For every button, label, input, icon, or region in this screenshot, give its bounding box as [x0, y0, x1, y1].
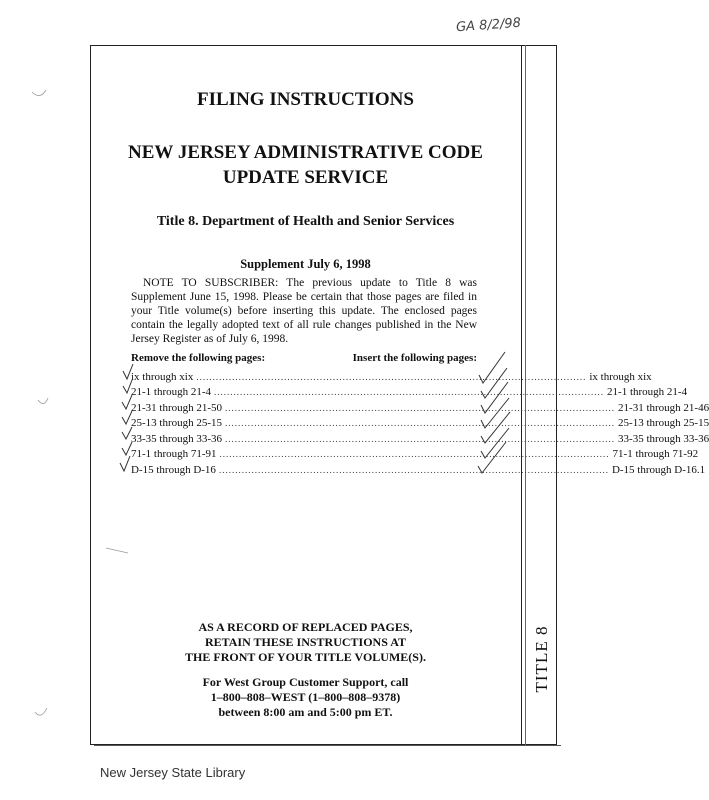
insert-header: Insert the following pages: — [352, 352, 477, 364]
checkmark-icon — [481, 368, 507, 398]
note-text: NOTE TO SUBSCRIBER: The previous update to Title 8 was Supplement June 15, 1998. Please be certain that those pages are filed in your Title volume(s) before inserting this update. The enclosed pages contain the legally adopted text of all rule changes published in the New Jersey Register as of July 6, 1998. — [131, 277, 477, 345]
remove-header: Remove the following pages: — [131, 352, 266, 364]
remove-pages: 25-13 through 25-15 — [131, 417, 223, 429]
insert-pages: ix through xix — [589, 370, 652, 383]
scan-mark — [32, 90, 46, 96]
insert-pages: 33-35 through 33-36 — [618, 432, 709, 445]
checkmark-icon — [122, 442, 132, 455]
scan-mark — [106, 548, 128, 553]
leader-dots: ........................................................................................................................ — [225, 402, 616, 413]
record-line-1: AS A RECORD OF REPLACED PAGES, — [198, 620, 413, 634]
title-tab-label: TITLE 8 — [532, 625, 551, 693]
remove-pages: 33-35 through 33-36 — [131, 432, 223, 445]
record-line-3: THE FRONT OF YOUR TITLE VOLUME(S). — [185, 650, 426, 664]
code-title-line-1: NEW JERSEY ADMINISTRATIVE CODE — [128, 142, 483, 163]
support-line-1: For West Group Customer Support, call — [202, 675, 409, 689]
support-phone: 1–800–808–WEST (1–800–808–9378) — [210, 690, 401, 704]
insert-pages: 21-1 through 21-4 — [607, 386, 688, 398]
remove-pages: 21-31 through 21-50 — [131, 401, 223, 414]
remove-pages: D-15 through D-16 — [131, 463, 216, 476]
scan-mark — [38, 398, 48, 404]
scan-mark — [35, 708, 47, 715]
checkmark-icon — [122, 395, 132, 409]
record-line-2: RETAIN THESE INSTRUCTIONS AT — [204, 635, 407, 649]
leader-dots: ........................................................................................................................ — [214, 387, 605, 397]
record-notice — [90, 620, 521, 665]
filing-instructions-title: FILING INSTRUCTIONS — [197, 89, 414, 110]
support-hours: between 8:00 am and 5:00 pm ET. — [218, 705, 393, 719]
checkmark-icon — [123, 380, 132, 393]
checkmark-icon — [478, 442, 506, 473]
checkmark-icon — [122, 427, 132, 439]
insert-pages: D-15 through D-16.1 — [611, 463, 706, 476]
customer-support — [90, 675, 521, 720]
department-heading: Title 8. Department of Health and Senior Services — [156, 214, 455, 229]
insert-pages: 71-1 through 71-92 — [612, 448, 699, 460]
checkmark-icon — [123, 364, 133, 379]
checkmark-icon — [479, 352, 505, 383]
checkmark-icon — [122, 411, 132, 424]
code-title-line-2: UPDATE SERVICE — [222, 167, 389, 188]
handwritten-annotation: GA 8/2/98 — [455, 15, 522, 36]
insert-pages: 21-31 through 21-46 — [618, 401, 709, 414]
insert-pages: 25-13 through 25-15 — [618, 417, 709, 429]
library-stamp: New Jersey State Library — [100, 765, 246, 780]
leader-dots: ........................................................................................................................ — [218, 464, 609, 475]
checkmark-icon — [120, 456, 130, 471]
leader-dots: ........................................................................................................................ — [219, 449, 610, 459]
remove-pages: ix through xix — [131, 370, 194, 383]
remove-pages: 21-1 through 21-4 — [131, 386, 212, 398]
leader-dots: ........................................................................................................................ — [196, 371, 587, 382]
leader-dots: ........................................................................................................................ — [225, 433, 616, 444]
remove-pages: 71-1 through 71-91 — [131, 448, 217, 460]
supplement-date: Supplement July 6, 1998 — [240, 257, 371, 271]
leader-dots: ........................................................................................................................ — [225, 418, 616, 428]
